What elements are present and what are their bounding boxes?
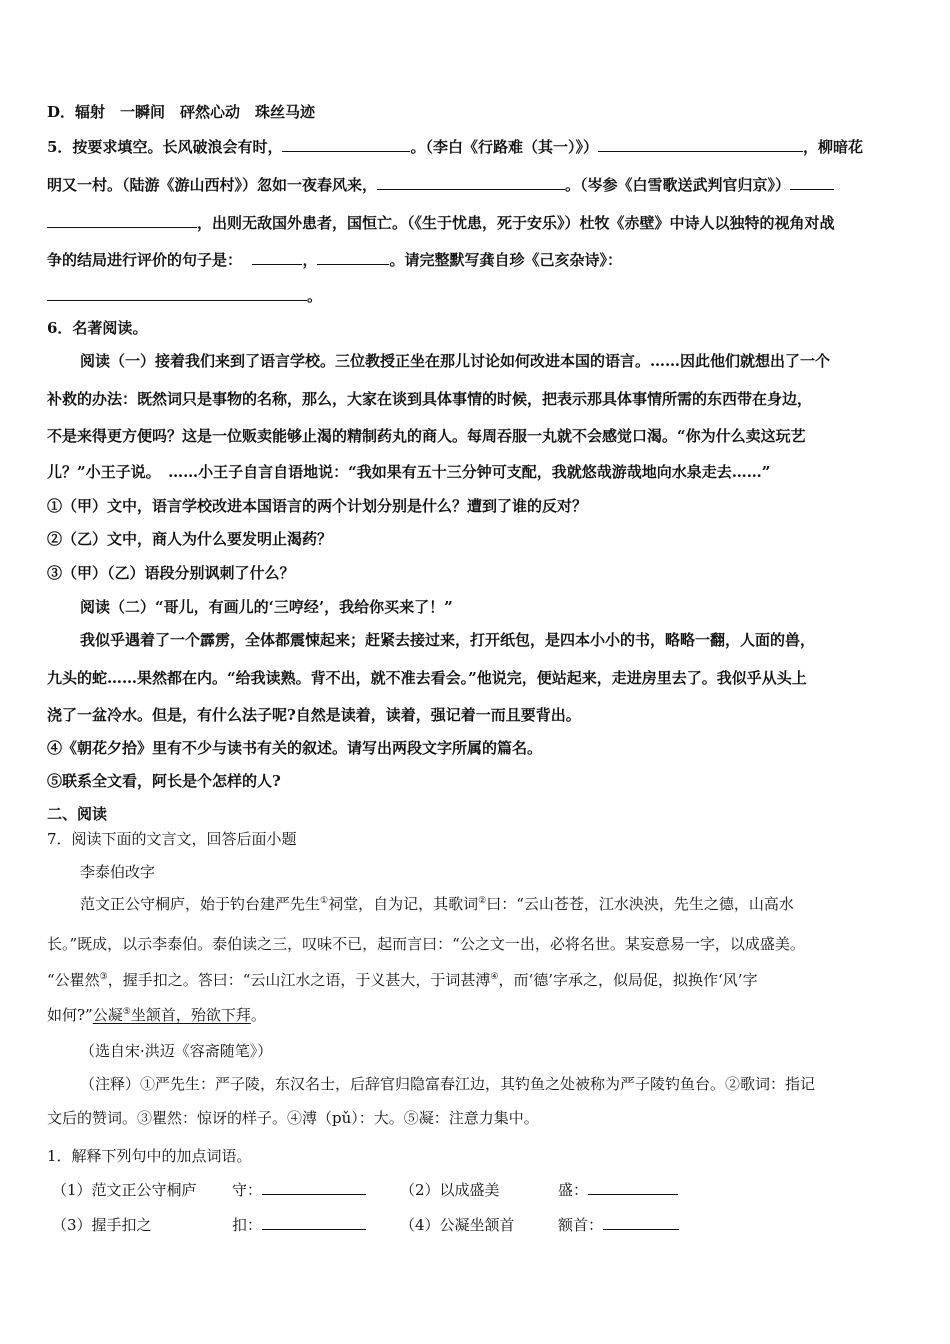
q5-text: 。（李白《行路难（其一）》）	[410, 138, 598, 156]
passage-text: 坐颔首，殆欲下拜	[130, 1006, 251, 1024]
answer-blank[interactable]	[262, 1215, 366, 1230]
question-6-sub-2: ②（乙）文中，商人为什么要发明止渴药？	[47, 530, 333, 548]
passage-text: 祠堂，自为记，其歌词	[328, 895, 479, 913]
question-5-line-4	[47, 250, 907, 270]
note-marker: ⑤	[122, 1007, 131, 1017]
question-4-option-d	[47, 102, 907, 122]
q5-text: 。（岑参《白雪歌送武判官归京》）	[565, 176, 791, 194]
reading-2-line-3: 九头的蛇……果然都在内。“给我读熟。背不出，就不准去看会。”他说完，便站起来，走进房里去了。我似乎从头上	[47, 669, 807, 687]
passage-text: 范文正公守桐庐，始于钓台建严先生	[80, 895, 321, 913]
answer-blank[interactable]	[47, 213, 197, 228]
reading-1-line-1: 阅读（一）接着我们来到了语言学校。三位教授正坐在那儿讨论如何改进本国的语言。……因此他们就想出了一个	[80, 352, 831, 370]
note-marker: ③	[99, 972, 108, 982]
passage-text: 如何?”	[47, 1006, 93, 1024]
answer-blank[interactable]	[603, 1215, 679, 1230]
passage-line-3	[47, 970, 907, 990]
passage-text: ，握手扣之。答曰：“云山江水之语，于义甚大，于词甚溥	[107, 971, 491, 989]
item-word-label: 扣：	[232, 1216, 263, 1234]
passage-line-1	[80, 894, 908, 914]
note-marker: ④	[490, 972, 499, 982]
passage-title: 李泰伯改字	[80, 863, 156, 881]
item-word-label: 守：	[232, 1181, 263, 1199]
option-d-text: D．辐射 一瞬间 砰然心动 珠丝马迹	[47, 103, 316, 121]
item-word-label: 盛：	[558, 1181, 589, 1199]
q5-text: 。	[307, 287, 323, 305]
notes-line-1: （注释）①严先生：严子陵，东汉名士，后辞官归隐富春江边，其钓鱼之处被称为严子陵钓鱼台。②歌词：指记	[80, 1075, 816, 1093]
item-3-sentence: （3）握手扣之	[52, 1216, 152, 1234]
passage-text: ，而‘德’字承之，似局促，拟换作‘风’字	[498, 971, 758, 989]
question-6-title: 6．名著阅读。	[47, 319, 148, 337]
answer-blank[interactable]	[377, 175, 565, 190]
question-5-line-5	[47, 286, 907, 306]
answer-blank[interactable]	[282, 137, 410, 152]
note-marker: ②	[478, 896, 487, 906]
question-7-title: 7．阅读下面的文言文，回答后面小题	[47, 830, 297, 848]
answer-blank[interactable]	[262, 1180, 366, 1195]
sub-question-1-title: 1．解释下列句中的加点词语。	[47, 1147, 252, 1165]
reading-2-line-1: 阅读（二）“哥儿，有画儿的‘三哼经’，我给你买来了！”	[80, 598, 453, 616]
answer-blank[interactable]	[588, 1180, 678, 1195]
item-1-sentence: （1）范文正公守桐庐	[52, 1181, 197, 1199]
answer-blank[interactable]	[47, 286, 307, 301]
passage-text: 。	[250, 1006, 266, 1024]
passage-text: “公瞿然	[47, 971, 100, 989]
question-6-sub-3: ③（甲）（乙）语段分别讽刺了什么？	[47, 564, 295, 582]
question-5-line-2	[47, 175, 907, 195]
question-5-line-1	[47, 137, 907, 157]
question-6-sub-1: ①（甲）文中，语言学校改进本国语言的两个计划分别是什么？遭到了谁的反对？	[47, 497, 588, 515]
item-4-sentence: （4）公凝坐颔首	[400, 1216, 515, 1234]
underlined-sentence	[93, 1006, 251, 1024]
passage-source: （选自宋·洪迈《容斋随笔》）	[80, 1042, 273, 1060]
answer-blank[interactable]	[598, 137, 803, 152]
answer-blank[interactable]	[317, 250, 389, 265]
q5-text: ，	[302, 251, 318, 269]
passage-text: 公凝	[92, 1006, 123, 1024]
reading-1-line-3: 不是来得更方便吗？这是一位贩卖能够止渴的精制药丸的商人。每周吞服一丸就不会感觉口渴。“你为什么卖这玩艺	[47, 427, 806, 445]
q5-text: ，柳暗花	[802, 138, 863, 156]
q5-text: ，出则无敌国外患者，国恒亡。（《生于忧患，死于安乐》）杜牧《赤壁》中诗人以独特的视角对战	[197, 214, 835, 232]
item-4-word	[558, 1215, 679, 1235]
item-2-sentence: （2）以成盛美	[400, 1181, 500, 1199]
notes-line-2: 文后的赞词。③瞿然：惊讶的样子。④溥（pǔ）：大。⑤凝：注意力集中。	[47, 1109, 539, 1127]
item-2-word	[558, 1180, 678, 1200]
q5-text: 明又一村。（陆游《游山西村》）忽如一夜春风来，	[47, 176, 378, 194]
q5-text: 争的结局进行评价的句子是：	[47, 251, 243, 269]
section-2-title: 二、阅读	[47, 805, 108, 823]
passage-line-2: 长。”既成，以示李泰伯。泰伯读之三，叹味不已，起而言曰：“公之文一出，必将名世。某妄意易一字，以成盛美。	[47, 935, 805, 953]
reading-1-line-2: 补救的办法：既然词只是事物的名称，那么，大家在谈到具体事情的时候，把表示那具体事情所需的东西带在身边，	[47, 390, 813, 408]
reading-1-line-4: 儿？”小王子说。 ……小王子自言自语地说：“我如果有五十三分钟可支配，我就悠哉游哉地向水泉走去……”	[47, 463, 771, 481]
question-6-sub-5: ⑤联系全文看，阿长是个怎样的人?	[47, 772, 281, 790]
reading-2-line-2: 我似乎遇着了一个霹雳，全体都震悚起来；赶紧去接过来，打开纸包，是四本小小的书，略略一翻，人面的兽，	[80, 631, 816, 649]
answer-blank[interactable]	[252, 250, 302, 265]
item-3-word	[232, 1215, 366, 1235]
item-1-word	[232, 1180, 366, 1200]
q5-text: 5．按要求填空。长风破浪会有时，	[47, 138, 283, 156]
passage-line-4	[47, 1005, 907, 1025]
item-word-label: 额首：	[558, 1216, 604, 1234]
passage-text: 曰：“云山苍苍，江水泱泱，先生之德，山高水	[486, 895, 794, 913]
question-5-line-3	[47, 213, 907, 233]
question-6-sub-4: ④《朝花夕拾》里有不少与读书有关的叙述。请写出两段文字所属的篇名。	[47, 739, 543, 757]
q5-text: 。请完整默写龚自珍《己亥杂诗》：	[389, 251, 622, 269]
answer-blank[interactable]	[790, 175, 834, 190]
reading-2-line-4: 浇了一盆冷水。但是，有什么法子呢?自然是读着，读着，强记着一而且要背出。	[47, 706, 581, 724]
note-marker: ①	[320, 896, 329, 906]
